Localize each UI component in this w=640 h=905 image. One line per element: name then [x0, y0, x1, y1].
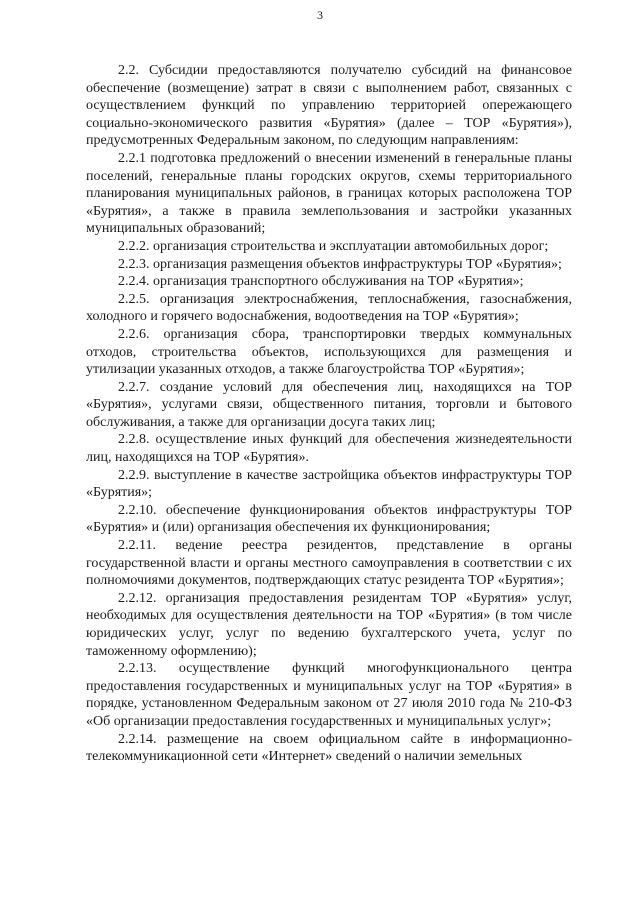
- paragraph-2-2-10: 2.2.10. обеспечение функционирования объектов инфраструктуры ТОР «Бурятия» и (или) организация обеспечения их функционирования;: [86, 502, 572, 536]
- paragraph-2-2-2: 2.2.2. организация строительства и эксплуатации автомобильных дорог;: [118, 238, 549, 254]
- page-number: 3: [317, 8, 323, 22]
- document-body: [86, 62, 572, 766]
- paragraph-2-2-3: 2.2.3. организация размещения объектов инфраструктуры ТОР «Бурятия»;: [118, 256, 562, 272]
- paragraph-2-2-1: 2.2.1 подготовка предложений о внесении изменений в генеральные планы поселений, генеральные планы городских округов, схемы территориального планирования муниципальных районов, в границах которых расположена ТОР «Бурятия», а также в правила землепользования и застройки указанных муниципальных образований;: [86, 150, 572, 237]
- paragraph-2-2-12: 2.2.12. организация предоставления резидентам ТОР «Бурятия» услуг, необходимых для осуществления деятельности на ТОР «Бурятия» (в том числе юридических услуг, услуг по ведению бухгалтерского учета, услуг по таможенному оформлению);: [86, 590, 572, 659]
- paragraph-2-2: 2.2. Субсидии предоставляются получателю субсидий на финансовое обеспечение (возмещение) затрат в связи с выполнением работ, связанных с осуществлением функций по управлению территорией опережающего социально-экономического развития «Бурятия» (далее – ТОР «Бурятия»), предусмотренных Федеральным законом, по следующим направлениям:: [86, 63, 572, 149]
- paragraph-2-2-5: 2.2.5. организация электроснабжения, теплоснабжения, газоснабжения, холодного и горячего водоснабжения, водоотведения на ТОР «Бурятия»;: [86, 291, 572, 325]
- paragraph-2-2-4: 2.2.4. организация транспортного обслуживания на ТОР «Бурятия»;: [118, 274, 524, 290]
- paragraph-2-2-13: 2.2.13. осуществление функций многофункционального центра предоставления государственных и муниципальных услуг на ТОР «Бурятия» в порядке, установленном Федеральным законом от 27 июля 2010 года № 210-ФЗ «Об организации предоставления государственных и муниципальных услуг»;: [86, 661, 572, 729]
- paragraph-2-2-6: 2.2.6. организация сбора, транспортировки твердых коммунальных отходов, строительства объектов, использующихся для размещения и утилизации указанных отходов, а также благоустройства ТОР «Бурятия»;: [86, 326, 572, 378]
- paragraph-2-2-9: 2.2.9. выступление в качестве застройщика объектов инфраструктуры ТОР «Бурятия»;: [86, 467, 572, 501]
- paragraph-2-2-14: 2.2.14. размещение на своем официальном сайте в информационно-телекоммуникационной сети «Интернет» сведений о наличии земельных: [86, 731, 572, 765]
- paragraph-2-2-11: 2.2.11. ведение реестра резидентов, представление в органы государственной власти и органы местного самоуправления в соответствии с их полномочиями документов, подтверждающих статус резидента ТОР «Бурятия»;: [86, 538, 572, 589]
- paragraph-2-2-7: 2.2.7. создание условий для обеспечения лиц, находящихся на ТОР «Бурятия», услугами связи, общественного питания, торговли и бытового обслуживания, а также для организации досуга таких лиц;: [86, 379, 572, 430]
- paragraph-2-2-8: 2.2.8. осуществление иных функций для обеспечения жизнедеятельности лиц, находящихся на ТОР «Бурятия».: [86, 432, 572, 466]
